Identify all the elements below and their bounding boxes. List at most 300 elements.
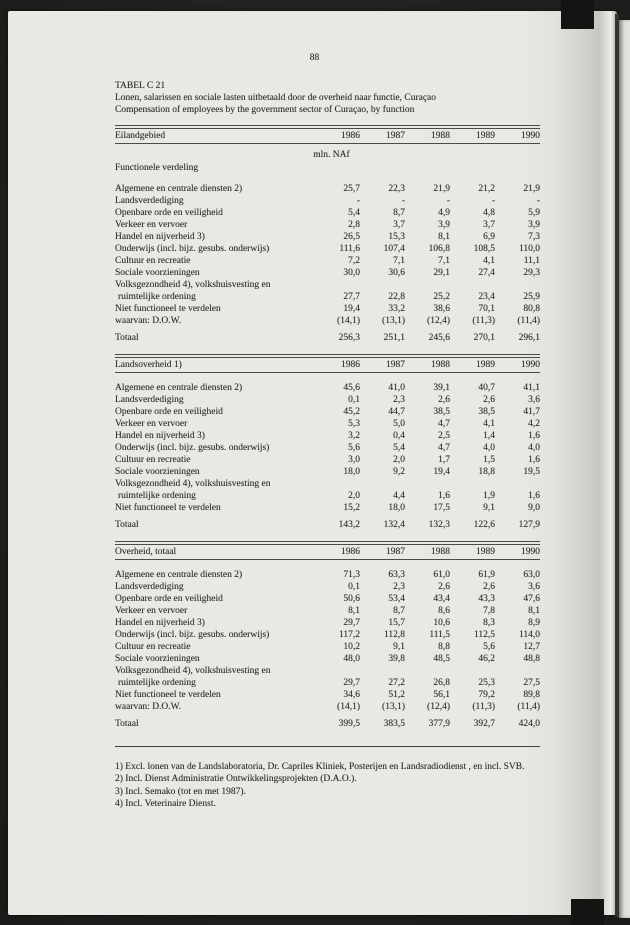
row-label: Openbare orde en veiligheid [115,594,223,604]
cell-value: 11,1 [523,256,540,266]
year-label: 1988 [431,547,450,557]
row-label: Handel en nijverheid 3) [115,431,205,441]
cell-value: 4,1 [483,256,495,266]
cell-value: 1,7 [438,455,450,465]
cell-value: 117,2 [338,630,360,640]
cell-value [405,478,450,490]
cell-value: 7,8 [483,606,495,616]
year-label: 1987 [386,547,405,557]
cell-value: 47,6 [523,594,540,604]
cell-value: 26,5 [343,232,360,242]
cell-value: 33,2 [388,304,405,314]
row-label: Volksgezondheid 4), volkshuisvesting en [115,479,271,489]
cell-value: 27,5 [523,678,540,688]
row-label: Handel en nijverheid 3) [115,618,205,628]
row-values [305,406,540,418]
cell-value: 8,1 [438,232,450,242]
cell-value: 39,8 [388,654,405,664]
cell-value: 114,0 [518,630,540,640]
table-row [115,219,540,231]
cell-value: 56,1 [433,690,450,700]
table-row [115,701,540,713]
cell-value [450,478,495,490]
row-values [305,718,540,730]
cell-value: 2,0 [393,455,405,465]
row-values [305,442,540,454]
cell-value [495,279,540,291]
cell-value: 61,0 [433,570,450,580]
footnote: 2) Incl. Dienst Administratie Ontwikkelingsprojekten (D.A.O.). [115,774,357,785]
row-label: waarvan: D.O.W. [115,316,182,326]
total-value: 270,1 [473,333,495,343]
cell-value: 48,5 [433,654,450,664]
cell-value: 8,6 [438,606,450,616]
cell-value: 5,6 [348,443,360,453]
cell-value: 89,8 [523,690,540,700]
year-label: 1988 [431,131,450,141]
cell-value: 1,4 [483,431,495,441]
row-values [305,581,540,593]
table-sections [115,125,540,740]
cell-value [360,478,405,490]
cell-value: 18,8 [478,467,495,477]
table-row [115,394,540,406]
table-row [115,183,540,195]
cell-value: (12,4) [427,316,450,326]
cell-value: 4,0 [528,443,540,453]
cell-value: (11,3) [472,702,495,712]
row-values [305,593,540,605]
cell-value: 41,0 [388,383,405,393]
cell-value: 3,9 [438,220,450,230]
cell-value: 106,8 [428,244,450,254]
row-label: Handel en nijverheid 3) [115,232,205,242]
row-label: ruimtelijke ordening [118,491,196,501]
row-label: ruimtelijke ordening [118,292,196,302]
total-value: 132,3 [428,520,450,530]
cell-value: 40,7 [478,383,495,393]
table-section [115,125,540,354]
row-label: Landsverdediging [115,196,184,206]
total-value: 256,3 [338,333,360,343]
cell-value: 107,4 [383,244,405,254]
total-value: 392,7 [473,719,495,729]
section-title: Landsoverheid 1) [115,360,182,370]
cell-value [405,665,450,677]
page-content [115,11,540,811]
cell-value: 8,7 [393,208,405,218]
cell-value: 29,7 [343,618,360,628]
cell-value: 0,1 [348,395,360,405]
cell-value: 34,6 [343,690,360,700]
section-header-rule [115,372,540,373]
section-header-row [115,358,540,372]
cell-value: 3,2 [348,431,360,441]
row-values [305,418,540,430]
table-row [115,303,540,315]
row-values [305,195,540,207]
table-row [115,677,540,689]
cell-value: 46,2 [478,654,495,664]
cell-value: 3,9 [528,220,540,230]
row-label: Totaal [115,520,139,530]
total-value: 143,2 [338,520,360,530]
row-label: Totaal [115,719,139,729]
cell-value: 9,0 [528,503,540,513]
row-label: Sociale voorzieningen [115,654,200,664]
section-total [115,718,540,740]
cell-value: 22,3 [388,184,405,194]
year-label: 1989 [476,360,495,370]
table-row [115,406,540,418]
adjacent-page-edge [619,20,630,918]
row-label: Niet functioneel te verdelen [115,503,221,513]
cell-value: 21,9 [523,184,540,194]
footnote: 3) Incl. Semako (tot en met 1987). [115,786,246,797]
cell-value: 44,7 [388,407,405,417]
section-years [305,546,540,558]
cell-value: 2,3 [393,395,405,405]
cell-value: 4,7 [438,419,450,429]
cell-value: 5,9 [528,208,540,218]
cell-value: (13,1) [382,702,405,712]
cell-value [405,279,450,291]
row-label: Volksgezondheid 4), volkshuisvesting en [115,666,271,676]
table-row [115,291,540,303]
table-row [115,231,540,243]
cell-value: 26,8 [433,678,450,688]
table-row [115,605,540,617]
year-label: 1989 [476,131,495,141]
table-row [115,418,540,430]
cell-value: 41,7 [523,407,540,417]
row-values [305,665,540,677]
cell-value: (14,1) [337,316,360,326]
row-values [305,219,540,231]
total-value: 122,6 [473,520,495,530]
cell-value: (13,1) [382,316,405,326]
cell-value: 19,4 [343,304,360,314]
cell-value: 3,7 [393,220,405,230]
row-values [305,183,540,195]
page-number: 88 [309,53,320,63]
cell-value: 7,1 [438,256,450,266]
cell-value: 27,2 [388,678,405,688]
row-label: ruimtelijke ordening [118,678,196,688]
row-values [305,315,540,327]
row-values [305,332,540,344]
cell-value [450,665,495,677]
row-values [305,231,540,243]
table-row [115,255,540,267]
row-label: Cultuur en recreatie [115,642,191,652]
row-label: Landsverdediging [115,582,184,592]
cell-value: 15,3 [388,232,405,242]
row-values [305,394,540,406]
cell-value: 5,6 [483,642,495,652]
total-value: 383,5 [383,719,405,729]
row-values [305,243,540,255]
row-label: Onderwijs (incl. bijz. gesubs. onderwijs) [115,244,270,254]
year-label: 1990 [521,547,540,557]
cell-value: 2,6 [483,582,495,592]
year-label: 1989 [476,547,495,557]
row-values [305,291,540,303]
cell-value: 9,1 [393,642,405,652]
section-total [115,332,540,354]
cell-value: 21,2 [478,184,495,194]
cell-value: 8,1 [528,606,540,616]
section-header-rule [115,143,540,144]
cell-value: 112,5 [473,630,495,640]
row-label: Openbare orde en veiligheid [115,208,223,218]
row-values [305,267,540,279]
cell-value: 4,0 [483,443,495,453]
cell-value: 4,7 [438,443,450,453]
row-values [305,279,540,291]
cell-value: 38,5 [478,407,495,417]
binding-notch-bottom [571,899,604,925]
table-row [115,490,540,502]
cell-value: 2,6 [483,395,495,405]
table-row [115,581,540,593]
cell-value: 10,2 [343,642,360,652]
cell-value: 7,3 [528,232,540,242]
row-label: waarvan: D.O.W. [115,702,182,712]
cell-value [305,478,360,490]
cell-value: 7,2 [348,256,360,266]
cell-value: 3,7 [483,220,495,230]
cell-value [360,279,405,291]
cell-value: 19,4 [433,467,450,477]
table-row [115,665,540,677]
cell-value: 15,2 [343,503,360,513]
cell-value: 12,7 [523,642,540,652]
cell-value: - [401,196,405,206]
cell-value: 45,6 [343,383,360,393]
row-values [305,701,540,713]
year-label: 1986 [341,131,360,141]
table-section [115,541,540,740]
table-row [115,442,540,454]
table-title-block [115,80,540,116]
cell-value: 5,0 [393,419,405,429]
cell-value: 8,3 [483,618,495,628]
total-value: 127,9 [518,520,540,530]
footnote: 1) Excl. lonen van de Landslaboratoria, Dr. Capriles Kliniek, Posterijen en Landsradiodienst , en incl. SVB. [115,762,525,772]
cell-value: 1,6 [438,491,450,501]
row-values [305,605,540,617]
table-row [115,478,540,490]
cell-value: 15,7 [388,618,405,628]
cell-value: 71,3 [343,570,360,580]
section-rows [115,183,540,327]
row-label: Niet functioneel te verdelen [115,690,221,700]
cell-value: 8,1 [348,606,360,616]
table-section [115,354,540,541]
cell-value: 38,5 [433,407,450,417]
row-values [305,689,540,701]
row-label: Onderwijs (incl. bijz. gesubs. onderwijs) [115,443,270,453]
cell-value: 27,7 [343,292,360,302]
cell-value: 2,3 [393,582,405,592]
cell-value [495,665,540,677]
cell-value: 7,1 [393,256,405,266]
total-value: 296,1 [518,333,540,343]
row-label: Openbare orde en veiligheid [115,407,223,417]
row-label: Onderwijs (incl. bijz. gesubs. onderwijs) [115,630,270,640]
row-label: Volksgezondheid 4), volkshuisvesting en [115,280,271,290]
row-label: Landsverdediging [115,395,184,405]
cell-value: 8,9 [528,618,540,628]
section-rows [115,569,540,713]
year-label: 1990 [521,360,540,370]
cell-value: 43,3 [478,594,495,604]
cell-value: 45,2 [343,407,360,417]
table-row [115,243,540,255]
row-label: Algemene en centrale diensten 2) [115,570,243,580]
cell-value: 53,4 [388,594,405,604]
cell-value: 1,6 [528,491,540,501]
row-values [305,303,540,315]
cell-value: 4,4 [393,491,405,501]
year-label: 1986 [341,547,360,557]
row-label: Sociale voorzieningen [115,467,200,477]
cell-value: - [536,196,540,206]
year-label: 1987 [386,131,405,141]
binding-notch-top [561,0,594,29]
cell-value: 23,4 [478,292,495,302]
row-label: Cultuur en recreatie [115,455,191,465]
cell-value: 22,8 [388,292,405,302]
row-label: Verkeer en vervoer [115,606,188,616]
cell-value: 51,2 [388,690,405,700]
table-row [115,641,540,653]
cell-value: 1,5 [483,455,495,465]
section-header-rule [115,559,540,560]
cell-value: 29,7 [343,678,360,688]
row-label: Niet functioneel te verdelen [115,304,221,314]
cell-value: 39,1 [433,383,450,393]
table-title-english: Compensation of employees by the government sector of Curaçao, by function [115,105,415,115]
cell-value: 25,3 [478,678,495,688]
section-years [305,130,540,142]
table-row [115,382,540,394]
cell-value: 63,3 [388,570,405,580]
table-bottom-rule [115,746,540,747]
cell-value: 5,3 [348,419,360,429]
total-value: 424,0 [518,719,540,729]
cell-value: 48,0 [343,654,360,664]
section-title: Overheid, totaal [115,547,177,557]
cell-value [450,279,495,291]
table-row [115,195,540,207]
cell-value: - [356,196,360,206]
row-values [305,207,540,219]
section-subheader: Functionele verdeling [115,163,199,173]
cell-value: 0,4 [393,431,405,441]
total-value: 132,4 [383,520,405,530]
cell-value: 30,0 [343,268,360,278]
total-row [115,718,540,730]
total-row [115,332,540,344]
cell-value: 2,8 [348,220,360,230]
cell-value: 111,6 [339,244,360,254]
cell-value: 1,9 [483,491,495,501]
section-years [305,359,540,371]
table-row [115,267,540,279]
table-row [115,629,540,641]
table-row [115,593,540,605]
row-label: Algemene en centrale diensten 2) [115,184,243,194]
total-value: 251,1 [383,333,405,343]
year-label: 1987 [386,360,405,370]
cell-value: 38,6 [433,304,450,314]
table-row [115,689,540,701]
row-values [305,641,540,653]
cell-value: 112,8 [383,630,405,640]
row-values [305,255,540,267]
cell-value: 21,9 [433,184,450,194]
cell-value: 2,5 [438,431,450,441]
cell-value: 0,1 [348,582,360,592]
row-values [305,454,540,466]
row-values [305,490,540,502]
cell-value: 3,0 [348,455,360,465]
year-label: 1988 [431,360,450,370]
table-row [115,207,540,219]
cell-value: 25,7 [343,184,360,194]
cell-value: 3,6 [528,582,540,592]
table-row [115,569,540,581]
cell-value: 111,5 [429,630,450,640]
cell-value: 27,4 [478,268,495,278]
table-row [115,279,540,291]
cell-value: 19,5 [523,467,540,477]
cell-value: (11,3) [472,316,495,326]
cell-value: 61,9 [478,570,495,580]
cell-value: 2,0 [348,491,360,501]
cell-value: 1,6 [528,455,540,465]
cell-value [495,478,540,490]
row-values [305,430,540,442]
cell-value: 80,8 [523,304,540,314]
cell-value: 79,2 [478,690,495,700]
cell-value: 5,4 [348,208,360,218]
table-row [115,617,540,629]
cell-value: 29,3 [523,268,540,278]
cell-value: 63,0 [523,570,540,580]
row-values [305,677,540,689]
cell-value: 18,0 [388,503,405,513]
cell-value: 43,4 [433,594,450,604]
footnote: 4) Incl. Veterinaire Dienst. [115,799,216,810]
cell-value: - [446,196,450,206]
row-values [305,617,540,629]
row-label: Algemene en centrale diensten 2) [115,383,243,393]
cell-value: 18,0 [343,467,360,477]
cell-value: 5,4 [393,443,405,453]
cell-value [305,279,360,291]
total-value: 377,9 [428,719,450,729]
cell-value: 4,8 [483,208,495,218]
row-label: Sociale voorzieningen [115,268,200,278]
row-values [305,382,540,394]
row-label: Verkeer en vervoer [115,419,188,429]
row-label: Cultuur en recreatie [115,256,191,266]
table-title-dutch: Lonen, salarissen en sociale lasten uitbetaald door de overheid naar functie, Curaçao [115,93,437,103]
row-values [305,569,540,581]
